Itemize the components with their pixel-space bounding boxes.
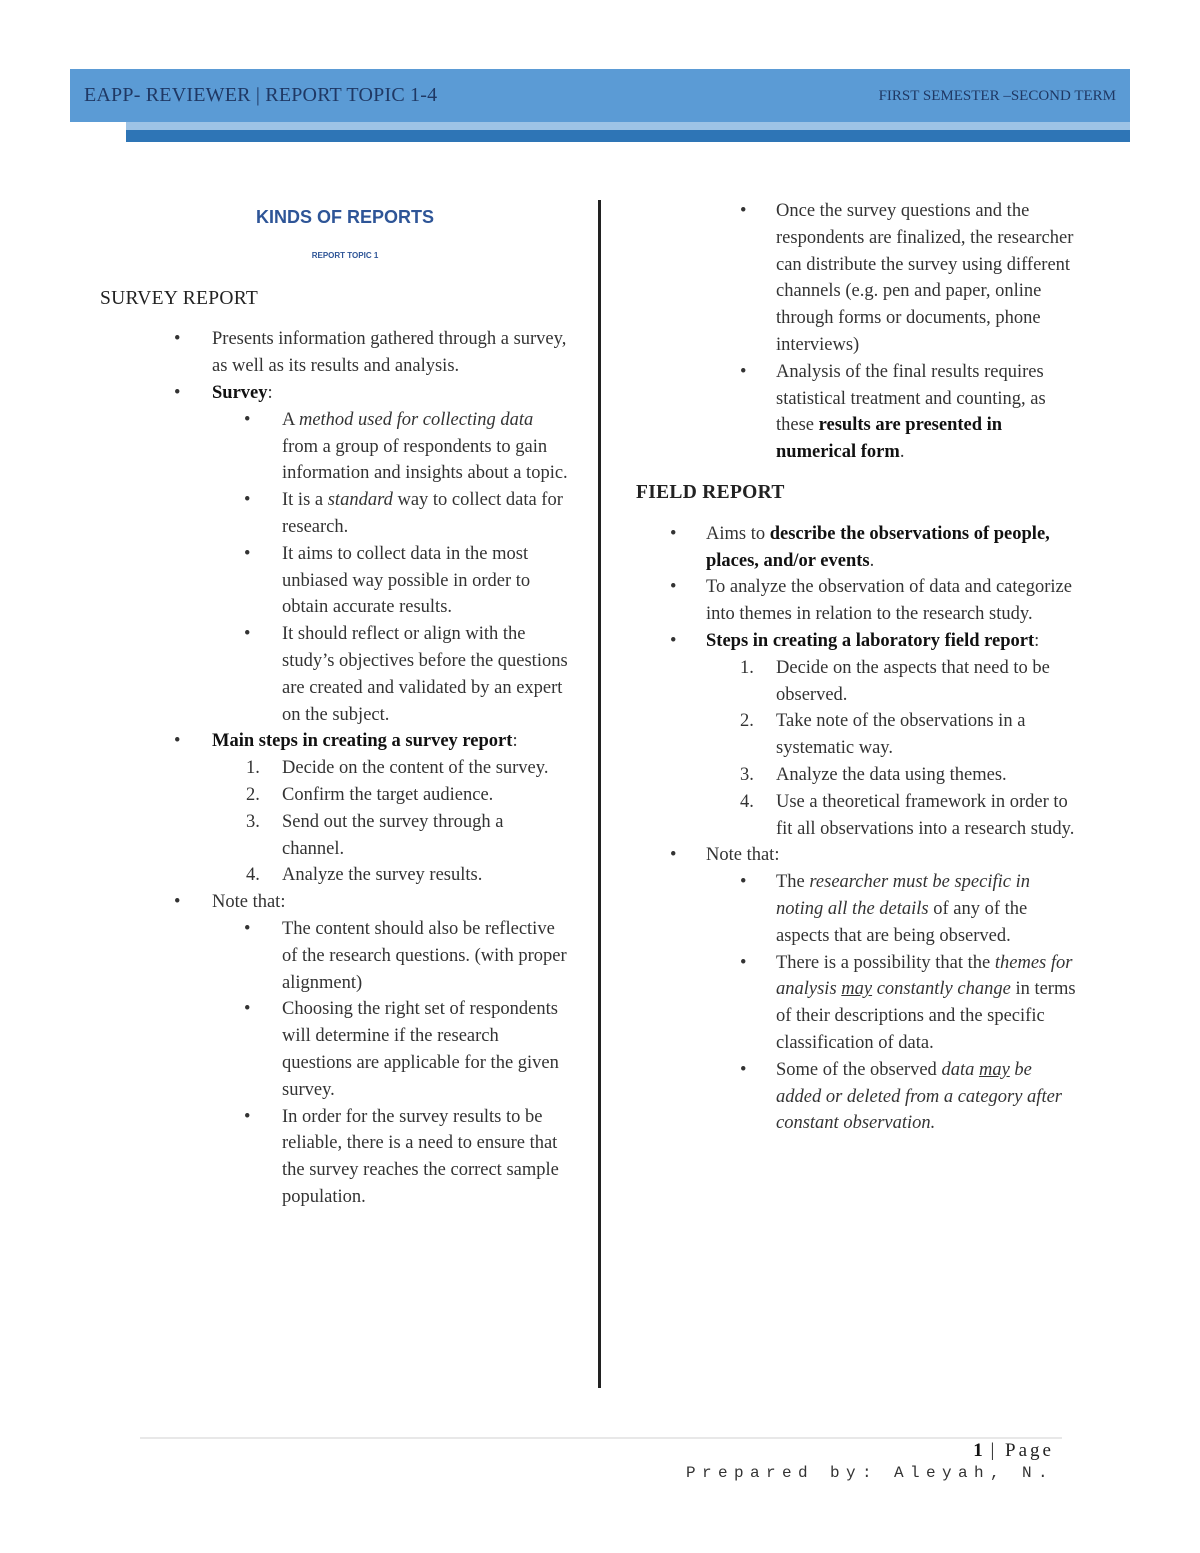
steps-label: Main steps in creating a survey report <box>212 731 513 752</box>
field-steps <box>706 655 1076 843</box>
step-number: 3. <box>246 811 260 832</box>
text: . <box>869 550 875 571</box>
section-heading-field: FIELD REPORT <box>636 481 785 503</box>
list-item <box>636 521 1076 575</box>
bullet-icon: • <box>174 382 181 403</box>
list-item <box>636 574 1076 628</box>
survey-continued-list <box>636 198 1076 466</box>
list-item <box>100 1104 570 1211</box>
text: Aims to <box>706 523 770 544</box>
survey-label: Survey <box>212 382 268 403</box>
right-column <box>636 198 1076 1137</box>
page-label: | Page <box>982 1440 1054 1461</box>
bullet-icon: • <box>670 523 677 544</box>
list-item <box>636 708 1076 762</box>
step-number: 3. <box>740 764 754 785</box>
text-underline: may <box>978 1059 1010 1080</box>
steps-label: Steps in creating a laboratory field report <box>706 630 1035 651</box>
survey-notes <box>212 916 570 1211</box>
list-item <box>636 789 1076 843</box>
bullet-icon: • <box>244 409 251 430</box>
section-heading-survey: SURVEY REPORT <box>100 287 259 309</box>
text: A <box>282 409 299 430</box>
list-item <box>636 359 1076 466</box>
text-italic: constantly change <box>872 979 1011 1000</box>
field-notes <box>706 869 1076 1137</box>
text: in terms of their descriptions and the specific classification of data. <box>776 979 1076 1053</box>
list-item <box>100 889 570 1211</box>
list-item <box>636 198 1076 359</box>
bullet-icon: • <box>244 624 251 645</box>
bullet-icon: • <box>740 1059 747 1080</box>
text: Some of the observed <box>776 1059 942 1080</box>
list-item <box>100 407 570 487</box>
text: Decide on the aspects that need to be observed. <box>776 657 1050 705</box>
field-list <box>636 521 1076 1137</box>
list-item <box>636 950 1076 1057</box>
bullet-icon: • <box>244 999 251 1020</box>
list-item <box>636 1057 1076 1137</box>
document-subtitle: REPORT TOPIC 1 <box>311 250 379 260</box>
text: Choosing the right set of respondents will determine if the research questions are applicable for the given survey. <box>282 999 559 1100</box>
note-label: Note that: <box>212 892 286 913</box>
text: The content should also be reflective of the research questions. (with proper alignment) <box>282 918 567 993</box>
bullet-icon: • <box>670 845 677 866</box>
text: Take note of the observations in a systematic way. <box>776 711 1026 759</box>
text-bold: results are presented in numerical form <box>776 415 1003 463</box>
list-item <box>636 655 1076 709</box>
bullet-icon: • <box>740 872 747 893</box>
text: In order for the survey results to be reliable, there is a need to ensure that the survey reaches the correct sample population. <box>282 1106 559 1207</box>
text: The <box>776 872 810 893</box>
list-item <box>100 326 570 380</box>
bullet-icon: • <box>740 361 747 382</box>
bullet-icon: • <box>740 952 747 973</box>
text-italic: be added or deleted from a category after constant observation. <box>776 1059 1063 1134</box>
header-term: FIRST SEMESTER –SECOND TERM <box>878 88 1116 104</box>
text: There is a possibility that the <box>776 952 995 973</box>
survey-steps <box>212 755 570 889</box>
text: of any of the aspects that are being observed. <box>776 898 1028 946</box>
text: from a group of respondents to gain information and insights about a topic. <box>282 436 568 484</box>
bullet-icon: • <box>670 630 677 651</box>
list-item <box>100 809 570 863</box>
text-italic: standard <box>327 490 393 511</box>
bullet-icon: • <box>740 201 747 221</box>
text: It aims to collect data in the most unbiased way possible in order to obtain accurate results. <box>282 543 531 618</box>
list-item-text: Presents information gathered through a survey, as well as its results and analysis. <box>212 329 567 377</box>
list-item <box>100 541 570 621</box>
prepared-by: Prepared by: Aleyah, N. <box>685 1464 1054 1482</box>
list-item <box>100 621 570 728</box>
list-item <box>100 487 570 541</box>
text: . <box>899 442 905 463</box>
text: It should reflect or align with the study’s objectives before the questions are created and validated by an expert on the subject. <box>282 624 568 725</box>
footer-rule <box>140 1437 1062 1439</box>
note-label: Note that: <box>706 845 780 866</box>
header-stripe-dark <box>126 130 1130 142</box>
text: Once the survey questions and the respondents are finalized, the researcher can distribute the survey using different channels (e.g. pen and paper, online through forms or documents, phone interviews) <box>776 201 1074 355</box>
list-item <box>100 782 570 809</box>
step-number: 2. <box>740 711 754 732</box>
list-item <box>636 628 1076 842</box>
bullet-icon: • <box>670 577 677 598</box>
step-number: 4. <box>740 791 754 812</box>
list-item <box>100 916 570 996</box>
list-item <box>636 842 1076 1137</box>
left-column <box>100 200 570 1211</box>
text: way to collect data for research. <box>282 490 563 537</box>
text: To analyze the observation of data and categorize into themes in relation to the research study. <box>706 577 1072 625</box>
bullet-icon: • <box>244 490 251 511</box>
list-item <box>636 762 1076 789</box>
text: Use a theoretical framework in order to fit all observations into a research study. <box>776 791 1075 839</box>
text: Analysis of the final results requires statistical treatment and counting, as these <box>776 361 1046 436</box>
text: Decide on the content of the survey. <box>282 758 549 779</box>
survey-sublist <box>212 407 570 729</box>
step-number: 4. <box>246 865 260 886</box>
bullet-icon: • <box>174 329 181 350</box>
bullet-icon: • <box>174 892 181 913</box>
text: Analyze the survey results. <box>282 865 483 886</box>
header-stripe-light <box>126 122 1130 130</box>
list-item <box>100 728 570 889</box>
survey-list <box>100 326 570 1210</box>
page-number-value: 1 <box>973 1440 983 1461</box>
text: Confirm the target audience. <box>282 784 494 805</box>
document-title: KINDS OF REPORTS <box>255 207 434 227</box>
bullet-icon: • <box>174 731 181 752</box>
bullet-icon: • <box>244 1106 251 1127</box>
page-number <box>973 1440 1054 1462</box>
colon: : <box>1034 630 1040 651</box>
list-item <box>100 755 570 782</box>
text: It is a <box>282 490 328 511</box>
text-italic: data <box>941 1059 979 1080</box>
colon: : <box>267 382 273 403</box>
text: Analyze the data using themes. <box>776 764 1007 785</box>
text-bold: describe the observations of people, places, and/or events <box>706 523 1050 571</box>
text-italic: themes for analysis <box>776 952 1073 1000</box>
text-italic: researcher must be specific in noting all the details <box>776 872 1030 919</box>
list-item <box>100 996 570 1103</box>
text-underline: may <box>841 979 873 1000</box>
text-italic: method used for collecting data <box>298 409 534 430</box>
list-item <box>100 862 570 889</box>
column-divider <box>598 200 601 1388</box>
step-number: 1. <box>246 758 260 779</box>
colon: : <box>512 731 518 752</box>
text: Send out the survey through a channel. <box>282 811 504 859</box>
step-number: 1. <box>740 657 754 678</box>
list-item <box>100 380 570 728</box>
header-title: EAPP- REVIEWER | REPORT TOPIC 1-4 <box>84 84 438 106</box>
bullet-icon: • <box>244 543 251 564</box>
bullet-icon: • <box>244 918 251 939</box>
step-number: 2. <box>246 784 260 805</box>
list-item <box>636 869 1076 949</box>
